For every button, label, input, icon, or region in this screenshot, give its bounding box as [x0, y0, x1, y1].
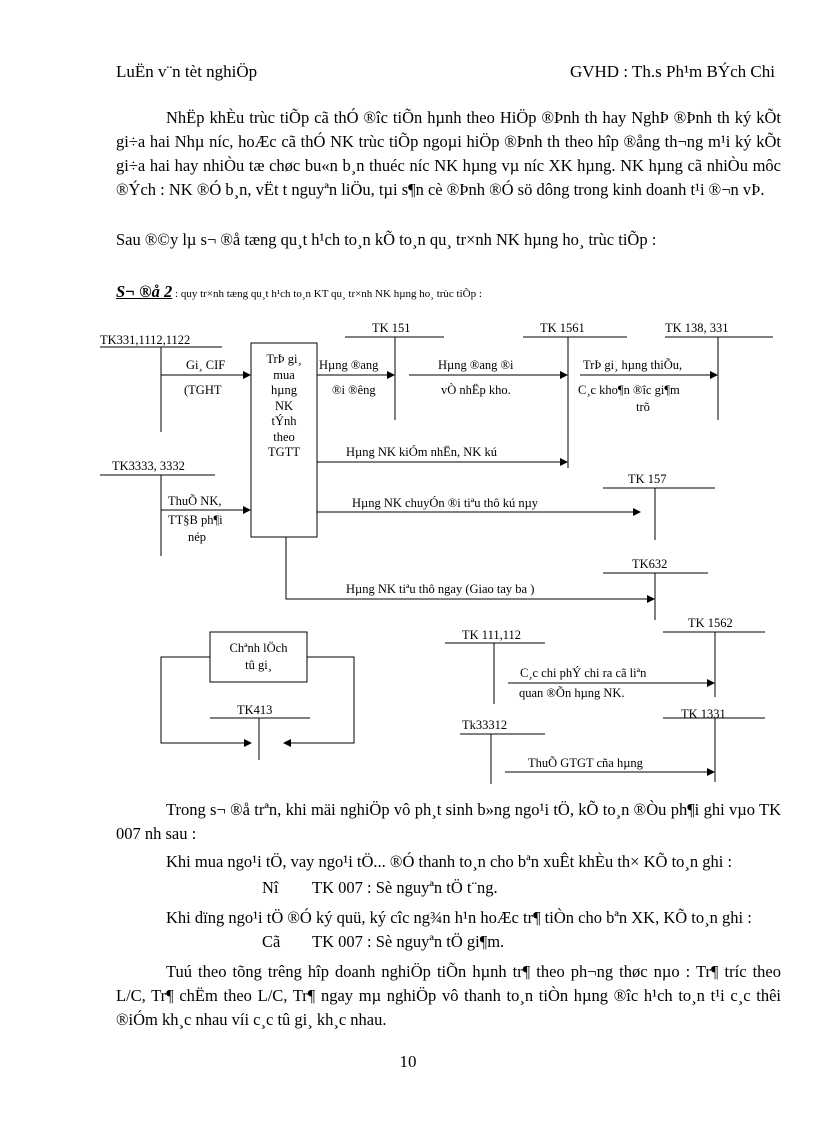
box-line: tÝnh	[271, 414, 297, 428]
caption-label: S¬ ®å 2	[116, 282, 173, 301]
box-line: TGTT	[268, 445, 300, 459]
chi-phi-label-1: C¸c chi phÝ chi ra cã liªn	[520, 666, 647, 680]
diagram-caption	[116, 282, 482, 302]
after-paragraph-1: Trong s¬ ®å trªn, khi mäi nghiÖp vô ph¸t sinh b»ng ngo¹i tÖ, kÕ to¸n ®Òu ph¶i ghi vµo TK 007 nh sau :	[116, 800, 781, 843]
tk33312-label: Tk33312	[462, 718, 508, 732]
cac-khoan-label: C¸c kho¶n ®îc gi¶m	[578, 383, 680, 397]
tk151-label: TK 151	[372, 321, 411, 335]
hang-dang-di-label-1: Hµng ®ang ®i	[438, 358, 514, 372]
intro-line: Sau ®©y lµ s¬ ®å tæng qu¸t h¹ch to¸n kÕ to¸n qu¸ tr×nh NK hµng ho¸ trùc tiÕp :	[116, 230, 657, 249]
tght-label: (TGHT	[184, 383, 222, 397]
caption-text: : quy tr×nh tæng qu¸t h¹ch to¸n KT qu¸ tr×nh NK hµng ho¸ trùc tiÕp :	[172, 288, 482, 300]
chenh-lech-line: tû gi¸	[245, 658, 272, 672]
box-line: TrÞ gi¸	[266, 352, 302, 366]
tk632-label: TK632	[632, 557, 668, 571]
tk3333-label: TK3333, 3332	[112, 459, 185, 473]
box-line: mua	[273, 367, 295, 382]
chenh-lech-line: Chªnh lÖch	[229, 641, 288, 655]
header-left: LuËn v¨n tèt nghiÖp	[116, 62, 258, 81]
thue-gtgt-label: ThuÕ GTGT cña hµng	[528, 756, 643, 770]
tk331-label: TK331,1112,1122	[100, 333, 191, 347]
tk1561-label: TK 1561	[540, 321, 585, 335]
intro-paragraph: NhËp khÈu trùc tiÕp cã thÓ ®îc tiÕn hµnh theo HiÖp ®Þnh th hay NghÞ ®Þnh th ký kÕt gi÷a hai Nhµ níc, hoÆc cã thÓ NK trùc tiÕp ngoµi hiÖp ®Þnh th theo hîp ®ång th¬ng m¹i ký kÕt gi÷a hai hay nhiÒu tæ chøc bu«n b¸n thuéc níc NK hµng vµ níc XK hµng. NK hµng cã nhiÒu môc ®Ých : NK ®Ó b¸n, vËt t nguyªn liÖu, tµi s¶n cè ®Þnh ®Ó sö dông trong kinh doanh t¹i ®¬n vÞ.	[116, 108, 781, 199]
nop-label: nép	[188, 530, 207, 544]
tk1331-label: TK 1331	[681, 707, 726, 721]
chenh-lech-box-label	[210, 640, 307, 674]
main-box-label	[251, 352, 317, 461]
ttdb-label: TT§B ph¶i	[168, 513, 223, 527]
entry-2-account: TK 007 : Sè nguyªn tÖ gi¶m.	[312, 932, 505, 951]
tk138-label: TK 138, 331	[665, 321, 729, 335]
hang-dang-di-label-2: vÒ nhËp kho.	[441, 383, 511, 397]
header-right: GVHD : Th.s Ph¹m BÝch Chi	[569, 62, 775, 81]
hang-tieu-thu-label: Hµng NK tiªu thô ngay (Giao tay ba )	[346, 582, 535, 596]
box-line: theo	[273, 429, 295, 444]
hang-dang-label-1: Hµng ®ang	[319, 358, 379, 372]
tk111-label: TK 111,112	[462, 628, 522, 642]
entry-2-side: Cã	[262, 932, 281, 951]
thue-nk-label: ThuÕ NK,	[168, 494, 222, 508]
entry-1-account: TK 007 : Sè nguyªn tÖ t¨ng.	[312, 878, 498, 897]
chi-phi-label-2: quan ®Õn hµng NK.	[519, 686, 625, 700]
tk157-label: TK 157	[628, 472, 667, 486]
gia-cif-label: Gi¸ CIF	[186, 358, 226, 372]
tk413-label: TK413	[237, 703, 273, 717]
entry-1-text: Khi mua ngo¹i tÖ, vay ngo¹i tÖ... ®Ó thanh to¸n cho bªn xuÊt khÈu th× KÕ to¸n ghi :	[166, 852, 733, 871]
tri-gia-thieu-label: TrÞ gi¸ hµng thiÕu,	[583, 358, 683, 372]
page-number: 10	[399, 1052, 417, 1071]
entry-2-text: Khi dïng ngo¹i tÖ ®Ó ký quü, ký cîc ng¾n h¹n hoÆc tr¶ tiÒn cho bªn XK, KÕ to¸n ghi :	[166, 908, 752, 927]
box-line: hµng	[271, 383, 297, 397]
tk1562-label: TK 1562	[688, 616, 733, 630]
after-paragraph-2: Tuú theo tõng trêng hîp doanh nghiÖp tiÕn hµnh tr¶ theo ph¬ng thøc nµo : Tr¶ tríc theo L/C, Tr¶ chËm theo L/C, Tr¶ ngay mµ nghiÖp vô thanh to¸n tiÒn hµng ®îc h¹ch to¸n t¹i c¸c thêi ®iÓm kh¸c nhau víi c¸c tû gi¸ kh¸c nhau.	[116, 962, 781, 1029]
entry-1-side: Nî	[262, 878, 279, 897]
tru-label: trõ	[636, 400, 650, 414]
hang-chuyen-label: Hµng NK chuyÓn ®i tiªu thô kú nµy	[352, 496, 539, 510]
hang-dang-label-2: ®i ®êng	[332, 383, 376, 397]
box-line: NK	[274, 398, 294, 413]
hang-kiem-nhan-label: Hµng NK kiÓm nhËn, NK kú	[346, 445, 497, 459]
